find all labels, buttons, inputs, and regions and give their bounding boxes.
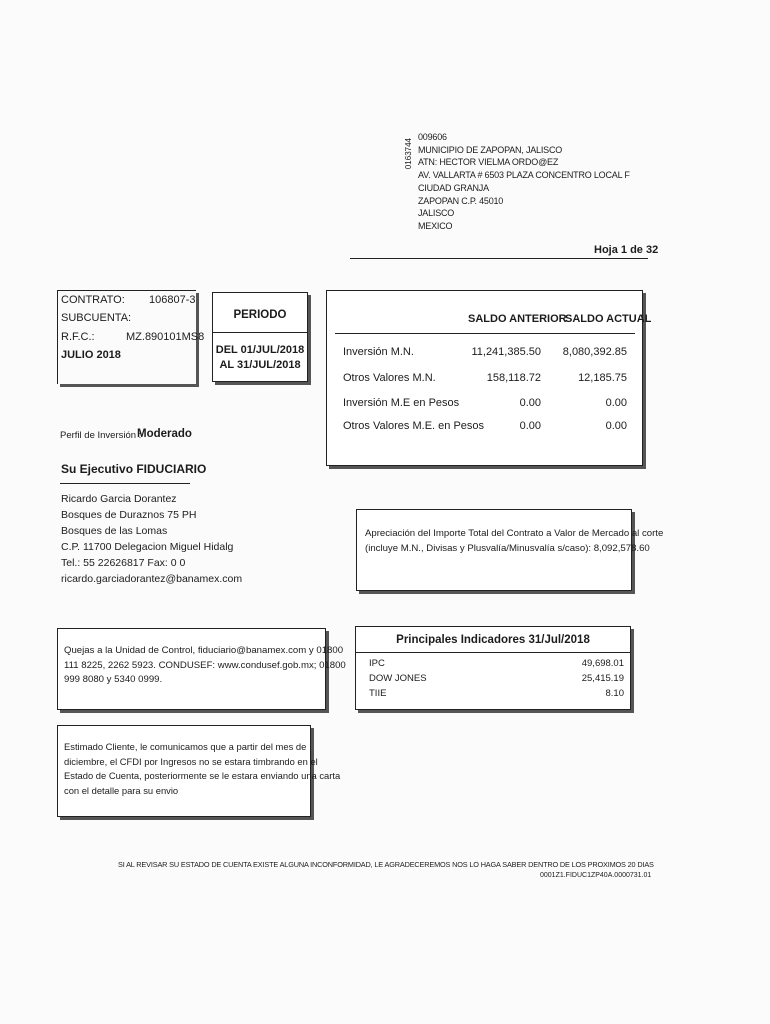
- address-line: ATN: HECTOR VIELMA ORDO@EZ: [418, 157, 559, 168]
- executive-line: C.P. 11700 Delegacion Miguel Hidalg: [61, 541, 234, 553]
- market-value-box: [356, 509, 664, 591]
- recipient-address: [418, 131, 630, 233]
- executive-line: Tel.: 55 22626817 Fax: 0 0: [61, 557, 186, 569]
- executive-line: Bosques de las Lomas: [61, 525, 168, 537]
- complaints-line: Quejas a la Unidad de Control, fiduciario@banamex.com y 01800: [64, 645, 344, 656]
- divider: [350, 258, 648, 259]
- contract-box: [57, 290, 205, 384]
- row-label: Inversión M.E en Pesos: [343, 397, 460, 409]
- col-saldo-anterior: SALDO ANTERIOR: [468, 313, 567, 325]
- row-label: Otros Valores M.N.: [343, 372, 436, 384]
- recipient-code: 009606: [418, 132, 447, 142]
- indicator-label: TIIE: [369, 688, 387, 699]
- notice-line: Estimado Cliente, le comunicamos que a partir del mes de: [64, 741, 307, 752]
- complaints-text: [64, 644, 346, 688]
- indicator-label: DOW JONES: [369, 673, 427, 684]
- row-curr: 0.00: [605, 420, 627, 432]
- row-label: Inversión M.N.: [343, 346, 414, 358]
- market-value-line: (incluye M.N., Divisas y Plusvalía/Minusvalía s/caso): 8,092,578.60: [365, 542, 650, 554]
- subcuenta-label: SUBCUENTA:: [61, 312, 132, 324]
- executive-contact: [61, 491, 242, 587]
- divider: [356, 652, 630, 653]
- address-line: JALISCO: [418, 208, 455, 219]
- row-curr: 8,080,392.85: [562, 346, 627, 358]
- barcode-number: 0163744: [404, 138, 413, 170]
- row-prev: 0.00: [519, 420, 541, 432]
- contrato-value: 106807-3: [149, 294, 196, 306]
- indicator-label: IPC: [369, 658, 385, 669]
- period-to: AL 31/JUL/2018: [219, 359, 301, 371]
- divider: [60, 483, 190, 484]
- footer-code: 0001Z1.FIDUC1ZP40A.0000731.01: [540, 872, 652, 879]
- divider: [213, 332, 307, 333]
- indicators-box: [355, 626, 631, 710]
- period-box: [212, 292, 308, 382]
- address-line: MUNICIPIO DE ZAPOPAN, JALISCO: [418, 144, 563, 155]
- indicator-value: 25,415.19: [581, 673, 624, 684]
- period-from: DEL 01/JUL/2018: [215, 344, 305, 356]
- rfc-value: MZ.890101MS8: [126, 331, 205, 343]
- profile-label: Perfil de Inversión :: [60, 430, 142, 441]
- notice-box: [57, 725, 341, 817]
- divider: [335, 333, 635, 334]
- balances-box: [326, 290, 652, 466]
- footer-notice: SI AL REVISAR SU ESTADO DE CUENTA EXISTE ALGUNA INCONFORMIDAD, LE AGRADECEREMOS NOS LO HAGA SABER DENTRO DE LOS PROXIMOS 20 DIAS: [118, 860, 654, 869]
- row-label: Otros Valores M.E. en Pesos: [343, 420, 485, 432]
- rfc-label: R.F.C.:: [61, 331, 95, 343]
- period-title: PERIODO: [233, 309, 287, 321]
- row-curr: 0.00: [605, 397, 627, 409]
- notice-line: diciembre, el CFDI por Ingresos no se estara timbrando en el: [64, 755, 318, 767]
- row-prev: 0.00: [519, 397, 541, 409]
- address-line: CIUDAD GRANJA: [418, 182, 489, 193]
- executive-line: Bosques de Duraznos 75 PH: [61, 509, 197, 521]
- executive-line: Ricardo Garcia Dorantez: [61, 493, 177, 505]
- contrato-label: CONTRATO:: [61, 294, 125, 306]
- row-prev: 11,241,385.50: [471, 346, 541, 358]
- col-saldo-actual: SALDO ACTUAL: [565, 313, 652, 325]
- address-line: MEXICO: [418, 220, 453, 231]
- market-value-line: Apreciación del Importe Total del Contrato a Valor de Mercado al corte: [365, 528, 664, 539]
- address-line: AV. VALLARTA # 6503 PLAZA CONCENTRO LOCAL F: [418, 170, 630, 181]
- indicators-title: Principales Indicadores 31/Jul/2018: [396, 634, 590, 646]
- indicator-value: 49,698.01: [581, 658, 624, 669]
- notice-line: Estado de Cuenta, posteriormente se le estara enviando una carta: [64, 770, 341, 781]
- executive-line: ricardo.garciadorantez@banamex.com: [61, 573, 243, 585]
- row-prev: 158,118.72: [486, 372, 541, 384]
- address-line: ZAPOPAN C.P. 45010: [418, 195, 504, 206]
- complaints-box: [57, 628, 346, 710]
- complaints-line: 111 8225, 2262 5923. CONDUSEF: www.condusef.gob.mx; 01800: [64, 659, 346, 671]
- executive-title: Su Ejecutivo FIDUCIARIO: [61, 462, 207, 476]
- row-curr: 12,185.75: [578, 372, 627, 384]
- statement-month: JULIO 2018: [61, 349, 121, 361]
- notice-line: con el detalle para su envio: [64, 784, 179, 796]
- indicator-value: 8.10: [605, 688, 624, 699]
- notice-text: [64, 740, 340, 798]
- complaints-line: 999 8080 y 5340 0999.: [64, 674, 163, 685]
- market-value-text: [365, 527, 663, 556]
- page-number: Hoja 1 de 32: [594, 244, 659, 256]
- profile-value: Moderado: [137, 428, 192, 440]
